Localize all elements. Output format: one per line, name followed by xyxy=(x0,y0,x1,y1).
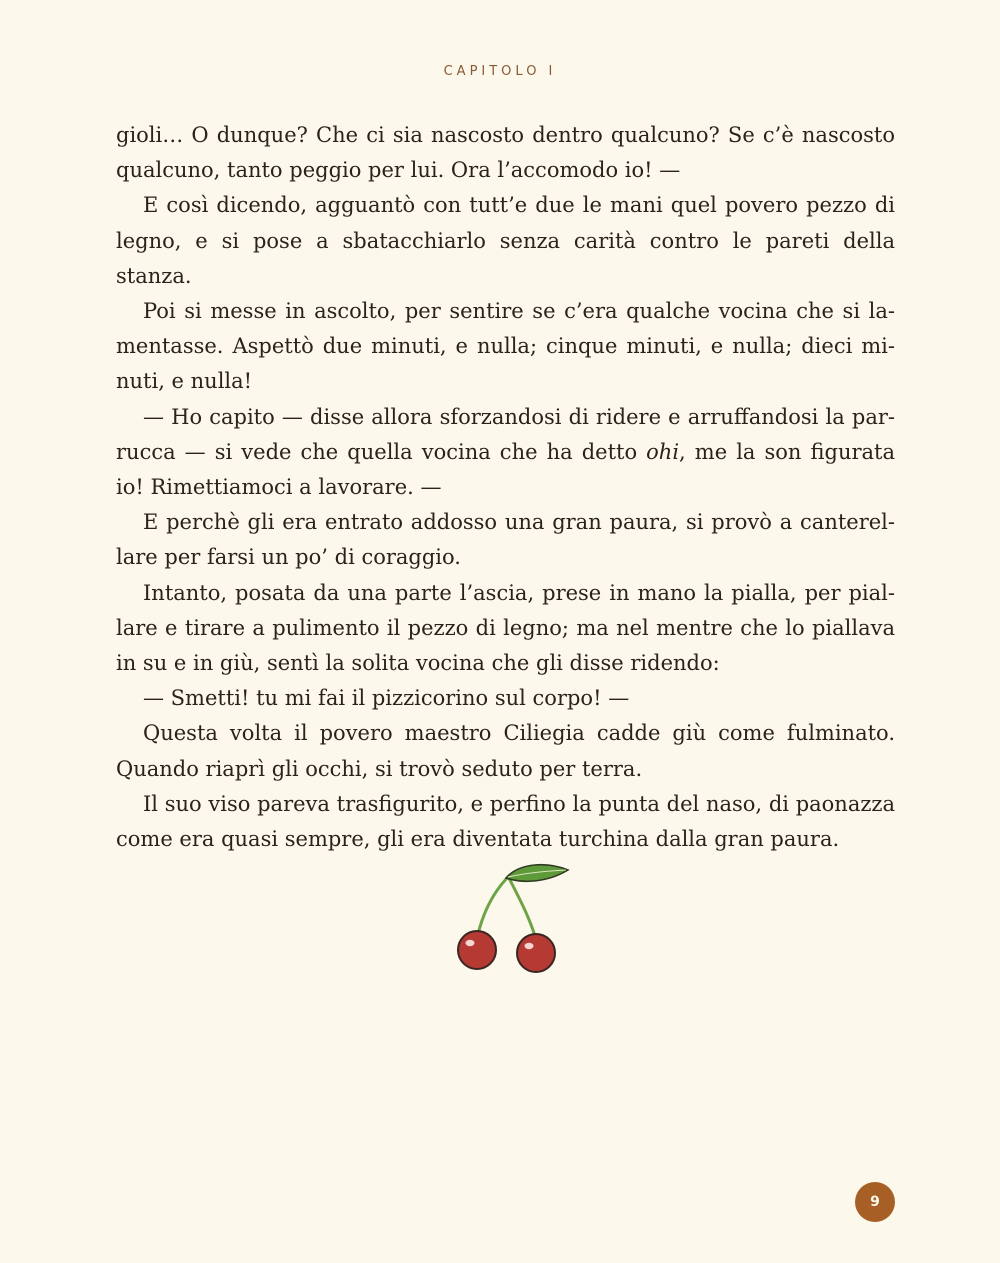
page-number-badge: 9 xyxy=(855,1182,895,1222)
paragraph: Poi si messe in ascolto, per sentire se c’era qualche vocina che si lamentasse. Aspettò due minuti, e nulla; cinque minuti, e nulla; dieci minuti, e nulla! xyxy=(116,299,895,394)
paragraph-text-start: — Ho capito — disse allora sforzandosi di ridere e arruffandosi la parrucca — si vede che quella vocina che ha detto xyxy=(116,404,895,464)
paragraph: gioli… O dunque? Che ci sia nascosto dentro qualcuno? Se c’è nascosto qualcuno, tanto peggio per lui. Ora l’accomodo io! — xyxy=(116,123,895,183)
paragraph: Intanto, posata da una parte l’ascia, prese in mano la pialla, per piallare e tirare a pulimento il pezzo di legno; ma nel mentre che lo piallava in su e in giù, sentì la solita vocina che gli disse ridendo: xyxy=(116,580,895,676)
paragraph: E perchè gli era entrato addosso una gran paura, si provò a canterellare per farsi un po’ di coraggio. xyxy=(116,510,895,570)
paragraph-text-end: , me la son figurata io! Rimettiamoci a lavorare. — xyxy=(116,439,895,500)
paragraph: E così dicendo, agguantò con tutt’e due le mani quel povero pezzo di legno, e si pose a sbatacchiarlo senza carità contro le pareti della stanza. xyxy=(116,193,895,288)
paragraph: Il suo viso pareva trasfigurito, e perfino la punta del naso, di paonazza come era quasi sempre, gli era diventata turchina dalla gran paura. xyxy=(116,791,895,852)
paragraph: — Smetti! tu mi fai il pizzicorino sul corpo! — xyxy=(143,686,630,711)
paragraph: Questa volta il povero maestro Ciliegia cadde giù come fulminato. Quando riaprì gli occhi, si trovò seduto per terra. xyxy=(116,721,895,781)
cherry-icon xyxy=(448,858,572,978)
paragraph xyxy=(116,400,895,506)
page-text xyxy=(116,118,895,857)
chapter-heading: CAPITOLO I xyxy=(443,64,557,79)
emphasized-word: ohi xyxy=(646,439,680,464)
